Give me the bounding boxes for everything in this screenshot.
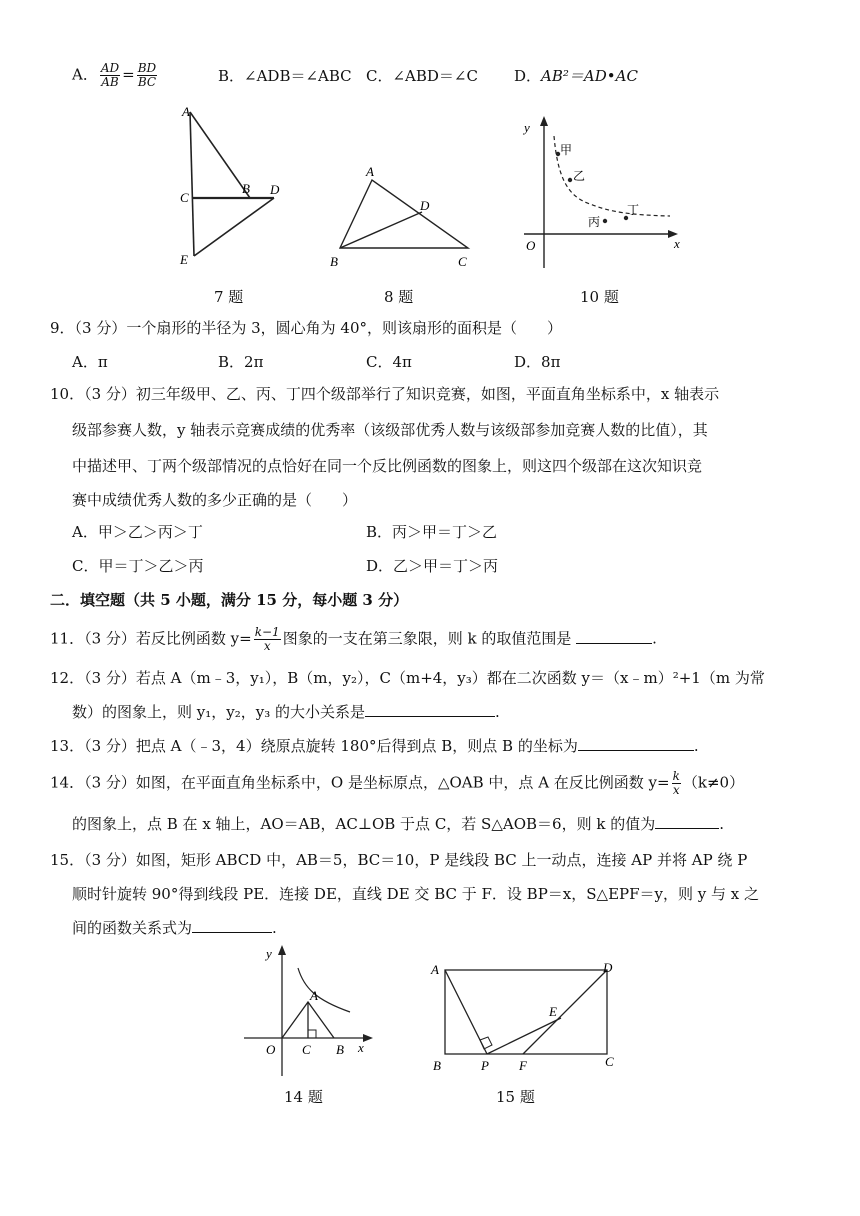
fig10-label-ding: 丁 — [627, 203, 640, 217]
q8-fraction-2: $\frac{BD}{BC}$ — [137, 61, 157, 89]
fig15-label-a: A — [431, 962, 439, 977]
fig7-label-a: A — [182, 104, 190, 119]
fig8-label-d: D — [420, 198, 430, 213]
q10-option-a: A．甲＞乙＞丙＞丁 — [72, 523, 203, 541]
fig14-label-o: O — [266, 1042, 276, 1057]
fig8-label-c: C — [458, 254, 467, 269]
q9-option-d: D．8π — [514, 353, 561, 371]
q10-option-c: C．甲＝丁＞乙＞丙 — [72, 557, 204, 575]
q9-option-a: A．π — [72, 353, 108, 371]
fig15-label-d: D — [603, 960, 613, 975]
q9-option-c: C．4π — [366, 353, 412, 371]
figure-15-diagram — [425, 958, 625, 1078]
figure-10-graph — [510, 112, 690, 272]
q12-line-2: 数）的图象上，则 y₁，y₂，y₃ 的大小关系是 . — [72, 703, 500, 721]
q14-answer-blank[interactable] — [655, 814, 719, 829]
fig10-label-x: x — [674, 236, 680, 251]
q9-stem: 9．（3 分）一个扇形的半径为 3，圆心角为 40°，则该扇形的面积是（ ） — [50, 319, 563, 337]
figure-8-caption: 8 题 — [384, 288, 414, 306]
fig10-label-yi: 乙 — [573, 169, 586, 183]
fig7-label-b: B — [242, 181, 250, 196]
figure-7-diagram — [170, 100, 290, 270]
figure-14-caption: 14 题 — [284, 1088, 323, 1106]
q8-fraction-1: $\frac{AD}{AB}$ — [100, 61, 120, 89]
fig8-label-a: A — [366, 164, 374, 179]
q15-line-2: 顺时针旋转 90°得到线段 PE．连接 DE，直线 DE 交 BC 于 F．设 BP＝x，S△EPF＝y，则 y 与 x 之 — [72, 885, 759, 903]
q15-line-3: 间的函数关系式为 . — [72, 919, 277, 937]
q10-line-1: 10．（3 分）初三年级甲、乙、丙、丁四个级部举行了知识竞赛，如图，平面直角坐标系中，x 轴表示 — [50, 385, 720, 403]
fig8-label-b: B — [330, 254, 338, 269]
fig10-label-jia: 甲 — [560, 143, 573, 157]
fig15-label-c: C — [605, 1054, 614, 1069]
q8-option-d: D．AB²＝AD•AC — [514, 67, 638, 85]
fig14-label-c: C — [302, 1042, 311, 1057]
q8-options: A． $\frac{AD}{AB}$ = $\frac{BD}{BC}$ — [72, 61, 157, 89]
q10-line-4: 赛中成绩优秀人数的多少正确的是（ ） — [72, 491, 358, 509]
fig10-label-y: y — [524, 120, 530, 135]
figure-10-caption: 10 题 — [580, 288, 619, 306]
fig10-label-o: O — [526, 238, 536, 253]
q14-line-1: 14．（3 分）如图，在平面直角坐标系中，O 是坐标原点，△OAB 中，点 A 在反比例函数 y= $\frac{k}{x}$ （k≠0） — [50, 769, 745, 797]
fig15-label-e: E — [549, 1004, 557, 1019]
q8-option-a-label: A． — [72, 65, 98, 84]
fig14-label-x: x — [358, 1040, 364, 1055]
figure-15-caption: 15 题 — [496, 1088, 535, 1106]
q13: 13．（3 分）把点 A（﹣3，4）绕原点旋转 180°后得到点 B，则点 B 的坐标为 . — [50, 737, 699, 755]
q8-option-c: C．∠ABD＝∠C — [366, 67, 478, 85]
fig7-label-e: E — [180, 252, 188, 267]
fig15-label-f: F — [519, 1058, 527, 1073]
figure-7-caption: 7 题 — [214, 288, 244, 306]
q10-option-b: B．丙＞甲＝丁＞乙 — [366, 523, 498, 541]
fig14-label-y: y — [266, 946, 272, 961]
fig10-label-bing: 丙 — [588, 215, 601, 229]
fig14-label-b: B — [336, 1042, 344, 1057]
section-2-title: 二．填空题（共 5 小题，满分 15 分，每小题 3 分） — [50, 591, 409, 609]
q10-option-d: D．乙＞甲＝丁＞丙 — [366, 557, 499, 575]
q9-option-b: B．2π — [218, 353, 264, 371]
q11-answer-blank[interactable] — [576, 629, 652, 644]
fig7-label-d: D — [270, 182, 280, 197]
q15-line-1: 15．（3 分）如图，矩形 ABCD 中，AB＝5，BC＝10，P 是线段 BC 上一动点，连接 AP 并将 AP 绕 P — [50, 851, 748, 869]
fig15-label-p: P — [481, 1058, 489, 1073]
q14-line-2: 的图象上，点 B 在 x 轴上，AO＝AB，AC⊥OB 于点 C，若 S△AOB＝6，则 k 的值为 . — [72, 815, 724, 833]
q15-answer-blank[interactable] — [192, 918, 272, 933]
figure-8-diagram — [320, 160, 480, 270]
fig14-label-a: A — [310, 988, 318, 1003]
q12-line-1: 12．（3 分）若点 A（m﹣3，y₁），B（m，y₂），C（m+4，y₃）都在二次函数 y＝（x﹣m）²+1（m 为常 — [50, 669, 765, 687]
fig7-label-c: C — [180, 190, 189, 205]
q10-line-3: 中描述甲、丁两个级部情况的点恰好在同一个反比例函数的图象上，则这四个级部在这次知识竞 — [72, 457, 703, 475]
q13-answer-blank[interactable] — [578, 736, 694, 751]
q8-option-b: B．∠ADB＝∠ABC — [218, 67, 352, 85]
fig15-label-b: B — [433, 1058, 441, 1073]
figure-14-graph — [240, 940, 380, 1080]
q12-answer-blank[interactable] — [365, 702, 495, 717]
q10-line-2: 级部参赛人数，y 轴表示竞赛成绩的优秀率（该级部优秀人数与该级部参加竞赛人数的比值），其 — [72, 421, 708, 439]
q11: 11．（3 分）若反比例函数 y= $\frac{k-1}{x}$ 图象的一支在第三象限，则 k 的取值范围是 . — [50, 625, 657, 653]
